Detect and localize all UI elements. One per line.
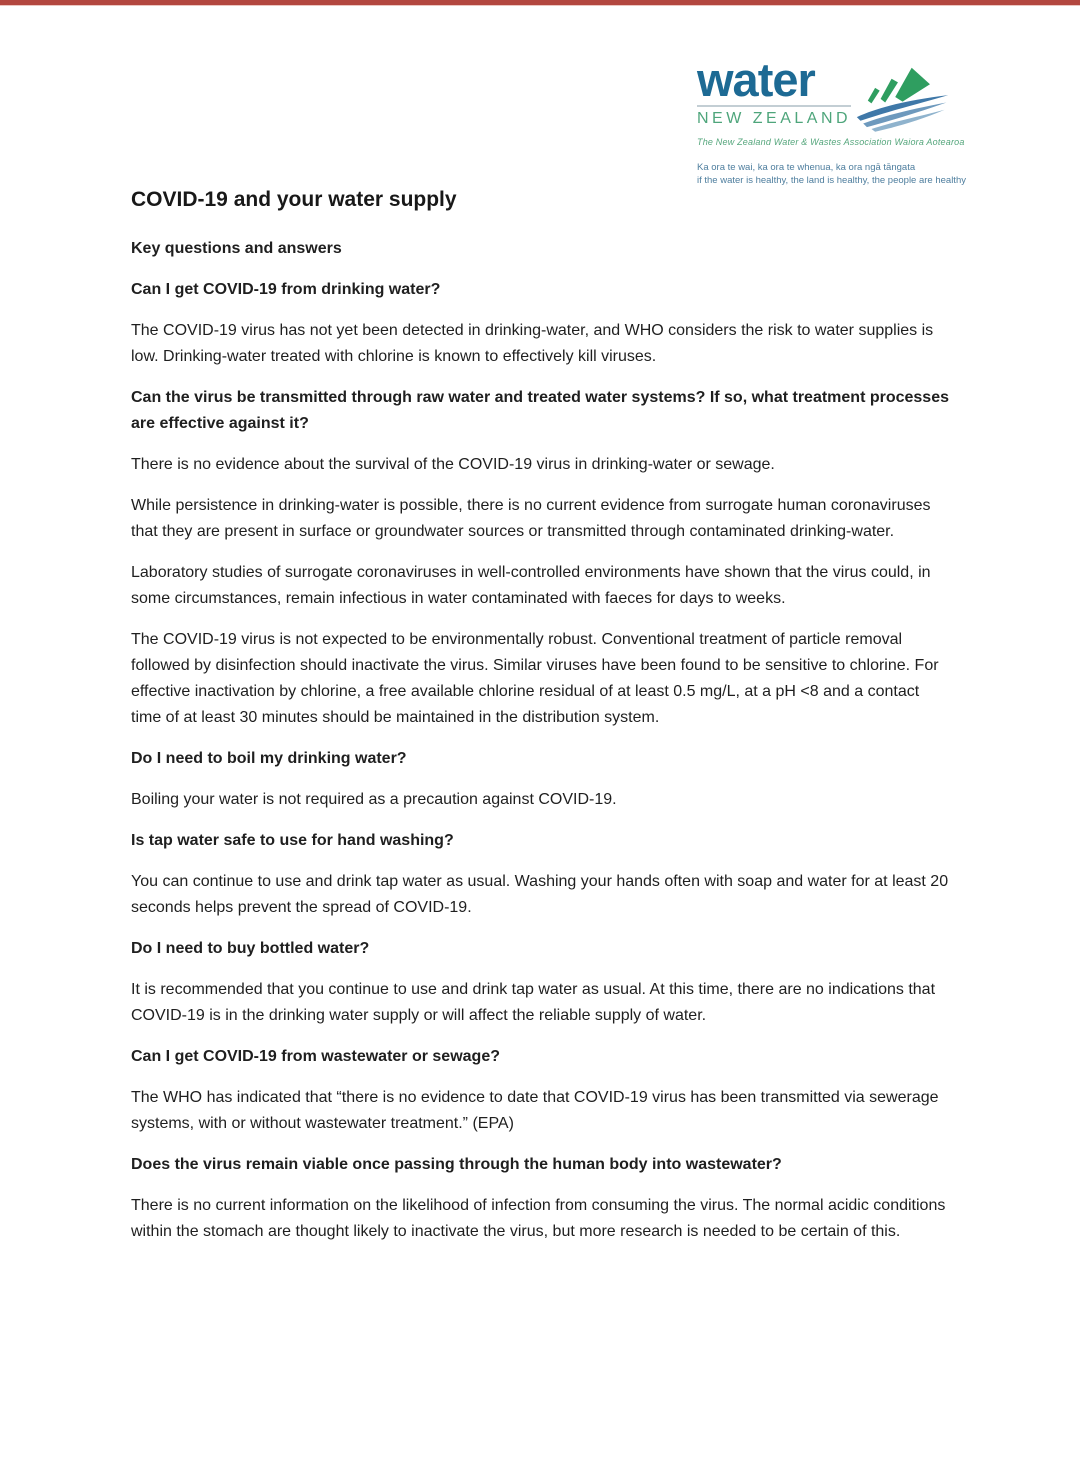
paragraph: While persistence in drinking-water is possible, there is no current evidence from surrogate human coronaviruses that they are present in surface or groundwater sources or transmitted through contaminated drinking-water.	[131, 497, 931, 540]
heading-heading: Key questions and answers	[131, 240, 342, 257]
question-heading: Is tap water safe to use for hand washing?	[131, 832, 454, 849]
document-content	[131, 188, 951, 1260]
question-heading: Can the virus be transmitted through raw water and treated water systems? If so, what treatment processes are effective against it?	[131, 389, 949, 432]
paragraph: There is no evidence about the survival of the COVID-19 virus in drinking-water or sewage.	[131, 456, 775, 473]
question-heading: Can I get COVID-19 from drinking water?	[131, 281, 441, 298]
document-sections	[131, 236, 951, 1245]
paragraph: It is recommended that you continue to use and drink tap water as usual. At this time, there are no indications that COVID-19 is in the drinking water supply or will affect the reliable supply of water.	[131, 981, 936, 1024]
paragraph: Boiling your water is not required as a precaution against COVID-19.	[131, 791, 617, 808]
logo-text-column	[697, 53, 852, 128]
paragraph: Laboratory studies of surrogate coronaviruses in well-controlled environments have shown that the virus could, in some circumstances, remain infectious in water contaminated with faeces for days to weeks.	[131, 564, 931, 607]
question-heading: Do I need to boil my drinking water?	[131, 750, 407, 767]
logo-tagline-english: if the water is healthy, the land is healthy, the people are healthy	[697, 175, 966, 186]
paragraph: You can continue to use and drink tap water as usual. Washing your hands often with soap and water for at least 20 seconds helps prevent the spread of COVID-19.	[131, 873, 949, 916]
top-accent-bar	[0, 0, 1080, 6]
water-nz-swoosh-icon	[855, 60, 951, 134]
logo-taglines	[697, 161, 966, 187]
logo-tagline-maori: Ka ora te wai, ka ora te whenua, ka ora ngā tāngata	[697, 162, 916, 173]
logo-row	[697, 53, 959, 134]
question-heading: Do I need to buy bottled water?	[131, 940, 370, 957]
question-heading: Can I get COVID-19 from wastewater or sewage?	[131, 1048, 500, 1065]
paragraph: The COVID-19 virus is not expected to be environmentally robust. Conventional treatment of particle removal followed by disinfection should inactivate the virus. Similar viruses have been found to be sensitive to chlorine. For effective inactivation by chlorine, a free available chlorine residual of at least 0.5 mg/L, at a pH <8 and a contact time of at least 30 minutes should be maintained in the distribution system.	[131, 631, 939, 726]
water-nz-logo	[697, 53, 966, 187]
logo-wordmark: water	[697, 53, 815, 106]
logo-region-label: NEW ZEALAND	[697, 105, 851, 128]
question-heading: Does the virus remain viable once passing through the human body into wastewater?	[131, 1156, 782, 1173]
logo-association-line: The New Zealand Water & Wastes Association Waiora Aotearoa	[697, 137, 965, 147]
paragraph: The WHO has indicated that “there is no evidence to date that COVID-19 virus has been transmitted via sewerage systems, with or without wastewater treatment.” (EPA)	[131, 1089, 939, 1132]
page-title: COVID-19 and your water supply	[131, 188, 457, 211]
paragraph: The COVID-19 virus has not yet been detected in drinking-water, and WHO considers the risk to water supplies is low. Drinking-water treated with chlorine is known to effectively kill viruses.	[131, 322, 934, 365]
paragraph: There is no current information on the likelihood of infection from consuming the virus. The normal acidic conditions within the stomach are thought likely to inactivate the virus, but more research is needed to be certain of this.	[131, 1197, 946, 1240]
